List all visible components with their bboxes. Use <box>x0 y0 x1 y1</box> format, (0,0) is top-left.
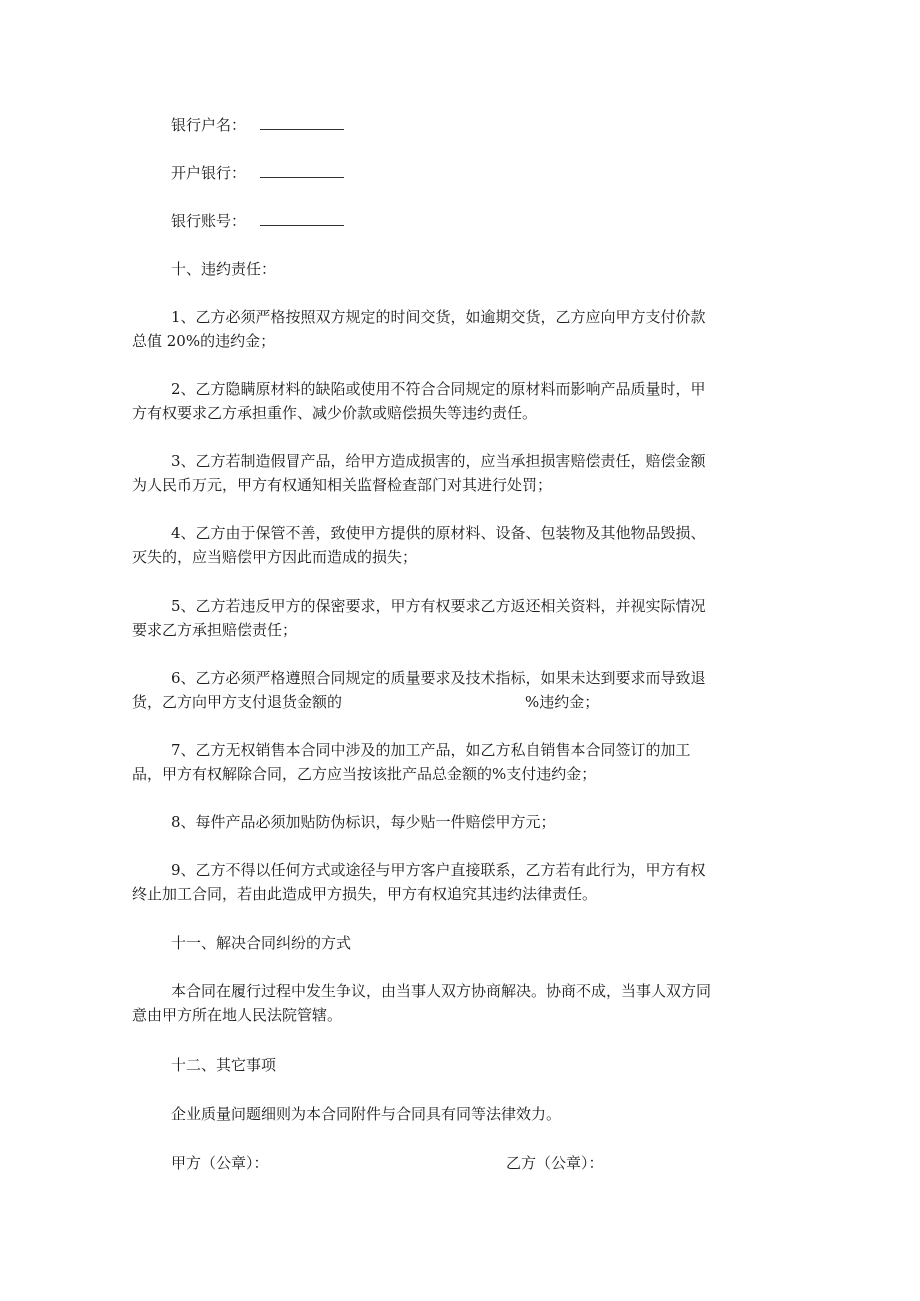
clause-1-line-2: 总值 20%的违约金； <box>132 332 276 350</box>
bank-account-no-blank <box>260 213 344 226</box>
clause-6-line-2b: %违约金； <box>525 693 600 711</box>
clause-6-line-1: 6、乙方必须严格遵照合同规定的质量要求及技术指标，如果未达到要求而导致退 <box>171 669 706 687</box>
party-a-seal-label: 甲方（公章）： <box>171 1154 269 1172</box>
bank-account-no-row <box>171 211 344 231</box>
clause-4-line-1: 4、乙方由于保管不善，致使甲方提供的原材料、设备、包装物及其他物品毁损、 <box>171 524 706 542</box>
bank-name-row <box>171 163 344 183</box>
clause-3-line-2: 为人民币万元，甲方有权通知相关监督检查部门对其进行处罚； <box>132 476 553 494</box>
bank-account-name-label: 银行户名： <box>171 116 247 134</box>
clause-5-line-2: 要求乙方承担赔偿责任； <box>132 621 298 639</box>
clause-6-line-2a: 货，乙方向甲方支付退货金额的 <box>132 693 343 711</box>
section-11-line-2: 意由甲方所在地人民法院管辖。 <box>132 1006 343 1024</box>
clause-9-line-2: 终止加工合同，若由此造成甲方损失，甲方有权追究其违约法律责任。 <box>132 885 598 903</box>
clause-3-line-1: 3、乙方若制造假冒产品，给甲方造成损害的，应当承担损害赔偿责任，赔偿金额 <box>171 452 706 470</box>
bank-name-blank <box>260 165 344 178</box>
clause-4-line-2: 灭失的，应当赔偿甲方因此而造成的损失； <box>132 548 418 566</box>
section-10-title: 十、违约责任： <box>171 260 277 278</box>
clause-5-line-1: 5、乙方若违反甲方的保密要求，甲方有权要求乙方返还相关资料，并视实际情况 <box>171 597 706 615</box>
clause-1-line-1: 1、乙方必须严格按照双方规定的时间交货，如逾期交货，乙方应向甲方支付价款 <box>171 308 706 326</box>
clause-8-line-1: 8、每件产品必须加贴防伪标识，每少贴一件赔偿甲方元； <box>171 813 556 831</box>
bank-account-no-label: 银行账号： <box>171 212 247 230</box>
bank-name-label: 开户银行： <box>171 164 247 182</box>
clause-2-line-2: 方有权要求乙方承担重作、减少价款或赔偿损失等违约责任。 <box>132 404 538 422</box>
clause-2-line-1: 2、乙方隐瞒原材料的缺陷或使用不符合合同规定的原材料而影响产品质量时，甲 <box>171 380 706 398</box>
clause-7-line-2: 品，甲方有权解除合同，乙方应当按该批产品总金额的%支付违约金； <box>132 765 597 783</box>
clause-7-line-1: 7、乙方无权销售本合同中涉及的加工产品，如乙方私自销售本合同签订的加工 <box>171 741 691 759</box>
bank-account-name-blank <box>260 117 344 130</box>
section-11-line-1: 本合同在履行过程中发生争议，由当事人双方协商解决。协商不成，当事人双方同 <box>171 982 712 1000</box>
party-b-seal-label: 乙方（公章）： <box>506 1154 604 1172</box>
section-12-title: 十二、其它事项 <box>171 1056 277 1074</box>
section-12-line-1: 企业质量问题细则为本合同附件与合同具有同等法律效力。 <box>171 1105 562 1123</box>
section-11-title: 十一、解决合同纠纷的方式 <box>171 934 352 952</box>
bank-account-name-row <box>171 115 344 135</box>
clause-9-line-1: 9、乙方不得以任何方式或途径与甲方客户直接联系，乙方若有此行为，甲方有权 <box>171 861 706 879</box>
